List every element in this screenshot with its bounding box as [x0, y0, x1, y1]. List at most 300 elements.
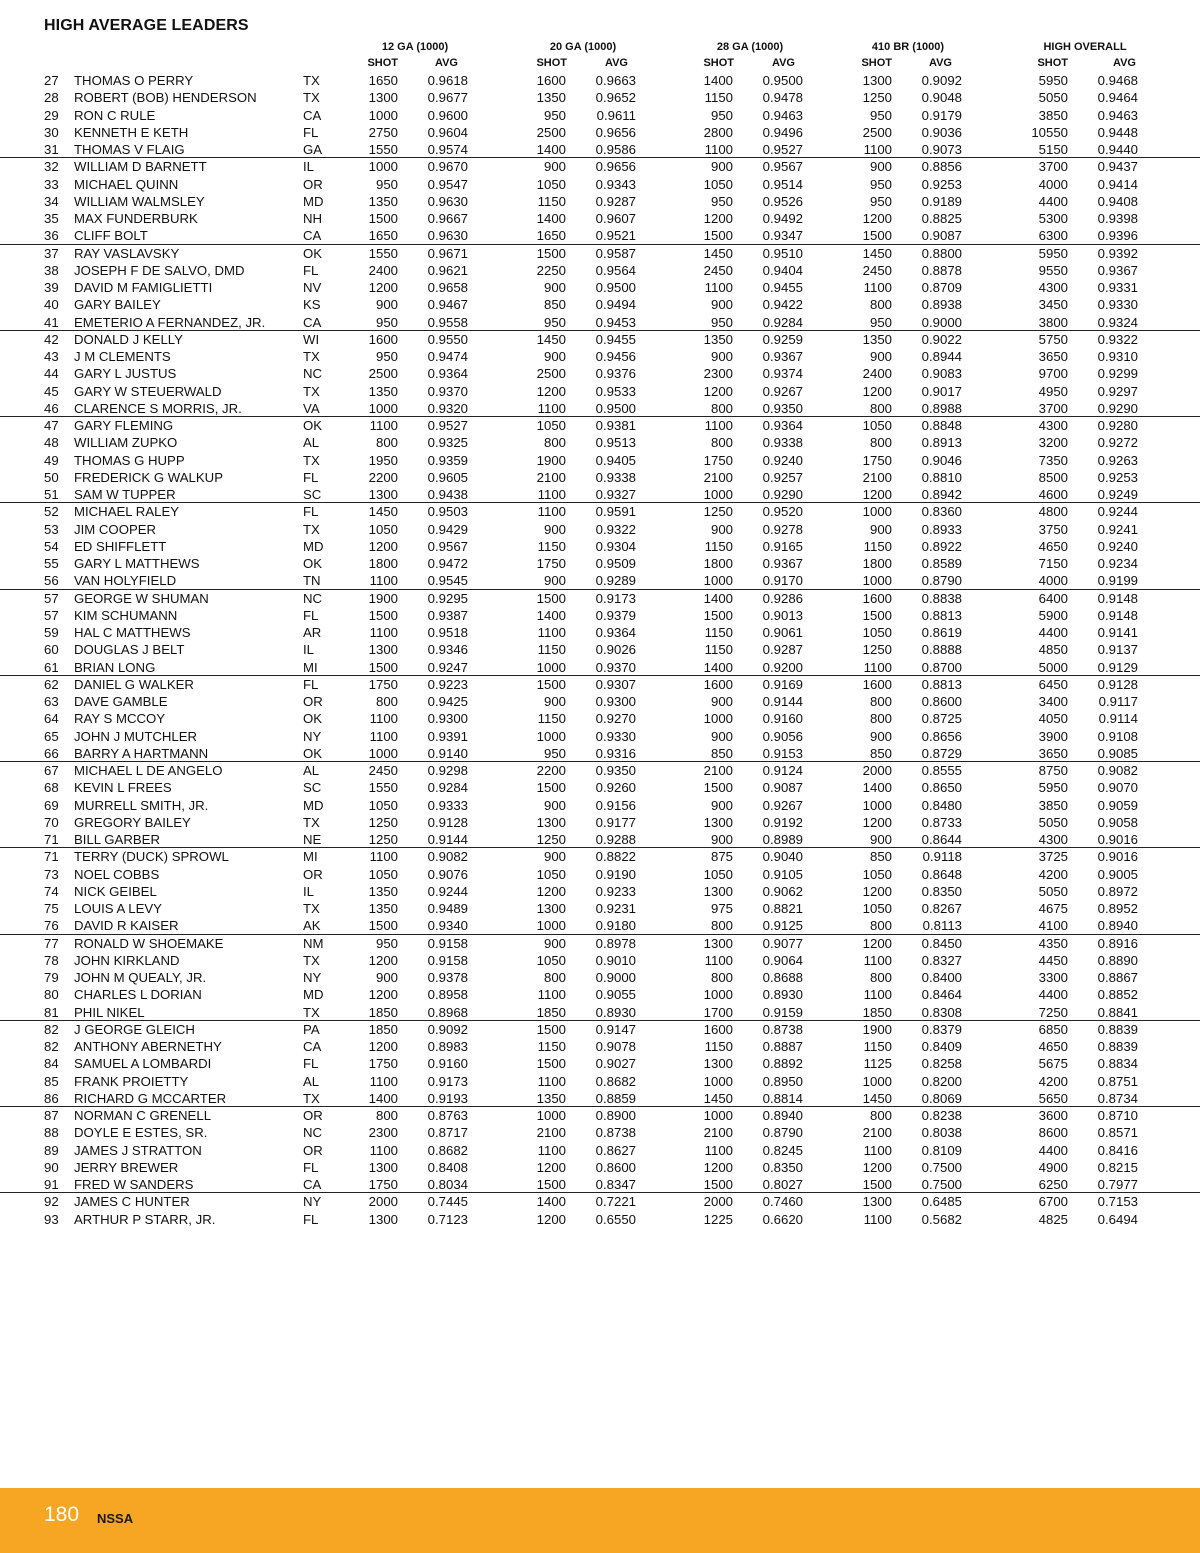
avg-28ga-cell: 0.8950 — [762, 1073, 803, 1089]
avg-28ga-cell: 0.9500 — [762, 73, 803, 88]
name-cell: J M CLEMENTS — [74, 349, 171, 364]
rank-cell: 89 — [44, 1142, 59, 1158]
shot-28ga-cell: 1000 — [703, 1073, 733, 1089]
shot-28ga-cell: 1000 — [703, 487, 733, 502]
name-cell: RICHARD G MCCARTER — [74, 1090, 227, 1106]
avg-28ga-cell: 0.9013 — [762, 607, 803, 623]
table-row — [0, 728, 1200, 745]
rank-cell: 53 — [44, 521, 59, 537]
shot-410br-cell: 1200 — [862, 814, 892, 830]
shot-12ga-cell: 1300 — [368, 642, 398, 658]
avg-12ga-cell: 0.9670 — [427, 159, 468, 175]
shot-20ga-cell: 1500 — [536, 1177, 566, 1192]
shot-12ga-cell: 1650 — [368, 73, 398, 88]
state-cell: FL — [303, 1056, 319, 1072]
shot-overall-cell: 4675 — [1038, 901, 1068, 916]
avg-410br-cell: 0.8069 — [921, 1090, 962, 1106]
avg-20ga-cell: 0.8930 — [595, 1004, 636, 1020]
shot-overall-cell: 6250 — [1038, 1177, 1068, 1192]
state-cell: MD — [303, 538, 324, 554]
avg-overall-cell: 0.9234 — [1097, 556, 1138, 571]
avg-20ga-cell: 0.9026 — [595, 642, 636, 658]
avg-410br-cell: 0.8200 — [921, 1073, 962, 1089]
state-cell: MD — [303, 797, 324, 813]
shot-28ga-cell: 850 — [710, 745, 733, 761]
rank-cell: 73 — [44, 866, 59, 882]
rank-cell: 28 — [44, 90, 59, 106]
shot-12ga-cell: 1500 — [368, 607, 398, 623]
shot-28ga-cell: 2100 — [703, 1125, 733, 1141]
rank-cell: 39 — [44, 280, 59, 295]
name-cell: DONALD J KELLY — [74, 331, 183, 347]
avg-overall-cell: 0.8839 — [1097, 1021, 1138, 1037]
avg-overall-cell: 0.7153 — [1097, 1194, 1138, 1210]
group-header-28ga: 28 GA (1000) — [716, 41, 784, 53]
shot-12ga-cell: 1750 — [368, 1177, 398, 1192]
rank-cell: 31 — [44, 142, 59, 157]
shot-28ga-cell: 1000 — [703, 573, 733, 589]
name-cell: NOEL COBBS — [74, 866, 160, 882]
shot-20ga-cell: 900 — [543, 280, 566, 295]
avg-20ga-cell: 0.9322 — [595, 521, 636, 537]
shot-overall-cell: 5050 — [1038, 883, 1068, 899]
avg-20ga-cell: 0.8738 — [595, 1125, 636, 1141]
table-row — [0, 848, 1200, 865]
avg-28ga-cell: 0.9527 — [762, 142, 803, 157]
avg-12ga-cell: 0.9378 — [427, 970, 468, 985]
shot-410br-cell: 800 — [869, 918, 892, 934]
avg-12ga-cell: 0.9429 — [427, 521, 468, 537]
table-row — [0, 900, 1200, 917]
avg-20ga-cell: 0.9190 — [595, 866, 636, 882]
avg-410br-cell: 0.8825 — [921, 211, 962, 226]
avg-28ga-cell: 0.9040 — [762, 849, 803, 865]
col-header-shot: SHOT — [703, 57, 734, 69]
state-cell: TX — [303, 383, 320, 399]
shot-20ga-cell: 1500 — [536, 676, 566, 692]
shot-20ga-cell: 1000 — [536, 1108, 566, 1123]
rank-cell: 77 — [44, 935, 59, 951]
shot-20ga-cell: 1500 — [536, 780, 566, 796]
shot-20ga-cell: 1350 — [536, 90, 566, 106]
table-row — [0, 383, 1200, 400]
shot-28ga-cell: 900 — [710, 694, 733, 709]
shot-12ga-cell: 1350 — [368, 383, 398, 399]
shot-20ga-cell: 1100 — [537, 625, 566, 640]
avg-28ga-cell: 0.9124 — [762, 763, 803, 778]
shot-410br-cell: 1000 — [862, 504, 892, 520]
shot-overall-cell: 4350 — [1038, 935, 1068, 951]
avg-overall-cell: 0.8867 — [1097, 970, 1138, 985]
avg-20ga-cell: 0.9231 — [595, 901, 636, 916]
avg-12ga-cell: 0.9467 — [427, 297, 468, 313]
shot-20ga-cell: 950 — [543, 314, 566, 330]
avg-12ga-cell: 0.9677 — [427, 90, 468, 106]
table-row — [0, 572, 1200, 589]
shot-20ga-cell: 1500 — [536, 245, 566, 261]
shot-12ga-cell: 1100 — [369, 573, 398, 589]
shot-410br-cell: 950 — [869, 176, 892, 192]
avg-overall-cell: 0.8852 — [1097, 987, 1138, 1003]
footer-bar — [0, 1488, 1200, 1553]
shot-overall-cell: 5750 — [1038, 331, 1068, 347]
shot-28ga-cell: 900 — [710, 797, 733, 813]
avg-28ga-cell: 0.6620 — [762, 1211, 803, 1227]
avg-overall-cell: 0.9141 — [1097, 625, 1138, 640]
page-title: HIGH AVERAGE LEADERS — [44, 17, 249, 34]
name-cell: MAX FUNDERBURK — [74, 211, 198, 226]
shot-12ga-cell: 1000 — [368, 159, 398, 175]
avg-12ga-cell: 0.9364 — [427, 366, 468, 382]
shot-12ga-cell: 1650 — [368, 228, 398, 244]
name-cell: WILLIAM D BARNETT — [74, 159, 207, 175]
shot-12ga-cell: 1200 — [368, 538, 398, 554]
shot-12ga-cell: 2500 — [368, 366, 398, 382]
name-cell: MICHAEL QUINN — [74, 176, 179, 192]
avg-20ga-cell: 0.8627 — [595, 1142, 636, 1158]
avg-overall-cell: 0.9016 — [1097, 849, 1138, 865]
avg-overall-cell: 0.8710 — [1097, 1108, 1138, 1123]
state-cell: MI — [303, 849, 318, 865]
avg-410br-cell: 0.8848 — [921, 418, 962, 433]
shot-12ga-cell: 1250 — [368, 832, 398, 847]
shot-28ga-cell: 1450 — [703, 245, 733, 261]
avg-28ga-cell: 0.9347 — [762, 228, 803, 244]
name-cell: GARY L MATTHEWS — [74, 556, 200, 571]
avg-overall-cell: 0.9114 — [1098, 711, 1138, 727]
shot-12ga-cell: 1200 — [368, 987, 398, 1003]
shot-12ga-cell: 1250 — [368, 814, 398, 830]
avg-410br-cell: 0.8813 — [921, 607, 962, 623]
state-cell: TX — [303, 901, 320, 916]
avg-410br-cell: 0.9000 — [921, 314, 962, 330]
col-header-avg: AVG — [604, 57, 628, 69]
col-header-shot: SHOT — [367, 57, 398, 69]
avg-20ga-cell: 0.9343 — [595, 176, 636, 192]
shot-28ga-cell: 1600 — [703, 1021, 733, 1037]
shot-overall-cell: 4650 — [1038, 538, 1068, 554]
table-row — [0, 72, 1200, 89]
shot-28ga-cell: 1400 — [703, 73, 733, 88]
avg-20ga-cell: 0.9307 — [595, 676, 636, 692]
shot-20ga-cell: 900 — [543, 797, 566, 813]
name-cell: GARY BAILEY — [74, 297, 161, 313]
shot-410br-cell: 1050 — [862, 866, 892, 882]
avg-410br-cell: 0.8800 — [921, 245, 962, 261]
shot-28ga-cell: 1150 — [704, 642, 733, 658]
state-cell: IL — [303, 642, 314, 658]
shot-28ga-cell: 2450 — [703, 262, 733, 278]
shot-410br-cell: 1200 — [862, 487, 892, 502]
name-cell: JAMES C HUNTER — [74, 1194, 190, 1210]
table-row — [0, 917, 1200, 934]
state-cell: TX — [303, 73, 320, 88]
shot-overall-cell: 8750 — [1038, 763, 1068, 778]
shot-overall-cell: 5050 — [1038, 814, 1068, 830]
shot-20ga-cell: 1150 — [537, 193, 566, 209]
avg-overall-cell: 0.8751 — [1097, 1073, 1138, 1089]
state-cell: NC — [303, 1125, 323, 1141]
avg-28ga-cell: 0.9286 — [762, 590, 803, 606]
shot-overall-cell: 5900 — [1038, 607, 1068, 623]
shot-20ga-cell: 1300 — [536, 901, 566, 916]
avg-12ga-cell: 0.9340 — [427, 918, 468, 934]
shot-20ga-cell: 1150 — [537, 642, 566, 658]
shot-20ga-cell: 1300 — [536, 814, 566, 830]
table-row — [0, 1142, 1200, 1159]
avg-410br-cell: 0.8555 — [921, 763, 962, 778]
state-cell: FL — [303, 262, 319, 278]
shot-overall-cell: 3450 — [1038, 297, 1068, 313]
shot-overall-cell: 6300 — [1038, 228, 1068, 244]
shot-410br-cell: 1200 — [862, 1159, 892, 1175]
avg-410br-cell: 0.8379 — [921, 1021, 962, 1037]
avg-28ga-cell: 0.8892 — [762, 1056, 803, 1072]
state-cell: VA — [303, 400, 320, 416]
name-cell: FRANK PROIETTY — [74, 1073, 189, 1089]
name-cell: CLARENCE S MORRIS, JR. — [74, 400, 242, 416]
avg-20ga-cell: 0.9456 — [595, 349, 636, 364]
avg-20ga-cell: 0.9177 — [595, 814, 636, 830]
shot-12ga-cell: 900 — [375, 970, 398, 985]
avg-28ga-cell: 0.9064 — [762, 952, 803, 968]
avg-20ga-cell: 0.9533 — [595, 383, 636, 399]
name-cell: MURRELL SMITH, JR. — [74, 797, 209, 813]
shot-12ga-cell: 1100 — [369, 711, 398, 727]
avg-410br-cell: 0.7500 — [921, 1159, 962, 1175]
avg-410br-cell: 0.8589 — [921, 556, 962, 571]
state-cell: NY — [303, 970, 322, 985]
col-header-shot: SHOT — [1037, 57, 1068, 69]
rank-cell: 42 — [44, 331, 59, 347]
avg-28ga-cell: 0.9367 — [762, 556, 803, 571]
shot-410br-cell: 2100 — [862, 1125, 892, 1141]
shot-28ga-cell: 1500 — [703, 607, 733, 623]
shot-410br-cell: 800 — [869, 297, 892, 313]
avg-20ga-cell: 0.8600 — [595, 1159, 636, 1175]
rank-cell: 71 — [44, 849, 59, 865]
state-cell: NH — [303, 211, 323, 226]
avg-20ga-cell: 0.9287 — [595, 193, 636, 209]
shot-12ga-cell: 1450 — [368, 504, 398, 520]
shot-28ga-cell: 1500 — [703, 1177, 733, 1192]
shot-overall-cell: 3900 — [1038, 728, 1068, 744]
avg-20ga-cell: 0.9330 — [595, 728, 636, 744]
avg-12ga-cell: 0.9621 — [427, 262, 468, 278]
avg-12ga-cell: 0.9630 — [427, 228, 468, 244]
shot-410br-cell: 800 — [869, 435, 892, 451]
shot-12ga-cell: 1100 — [369, 728, 398, 744]
avg-28ga-cell: 0.9077 — [762, 935, 803, 951]
state-cell: FL — [303, 1159, 319, 1175]
shot-28ga-cell: 900 — [710, 349, 733, 364]
avg-20ga-cell: 0.8978 — [595, 935, 636, 951]
avg-overall-cell: 0.8890 — [1097, 952, 1138, 968]
avg-410br-cell: 0.8409 — [921, 1039, 962, 1054]
avg-overall-cell: 0.9240 — [1097, 538, 1138, 554]
avg-410br-cell: 0.8600 — [921, 694, 962, 709]
avg-28ga-cell: 0.8989 — [762, 832, 803, 847]
shot-overall-cell: 5950 — [1038, 780, 1068, 796]
shot-overall-cell: 4200 — [1038, 866, 1068, 882]
shot-12ga-cell: 2750 — [368, 124, 398, 140]
table-row — [0, 417, 1200, 434]
avg-12ga-cell: 0.9247 — [427, 659, 468, 675]
avg-410br-cell: 0.8813 — [921, 676, 962, 692]
state-cell: NC — [303, 590, 323, 606]
rank-cell: 55 — [44, 556, 59, 571]
rank-cell: 36 — [44, 228, 59, 244]
rank-cell: 84 — [44, 1056, 59, 1072]
avg-12ga-cell: 0.8968 — [427, 1004, 468, 1020]
shot-28ga-cell: 1300 — [703, 814, 733, 830]
shot-410br-cell: 1000 — [862, 797, 892, 813]
name-cell: WILLIAM ZUPKO — [74, 435, 178, 451]
shot-28ga-cell: 1150 — [704, 538, 733, 554]
avg-20ga-cell: 0.8859 — [595, 1090, 636, 1106]
table-row — [0, 1004, 1200, 1021]
rank-cell: 90 — [44, 1159, 59, 1175]
shot-overall-cell: 3200 — [1038, 435, 1068, 451]
shot-20ga-cell: 900 — [543, 573, 566, 589]
shot-12ga-cell: 1900 — [368, 590, 398, 606]
table-row — [0, 176, 1200, 193]
table-row — [0, 814, 1200, 831]
shot-410br-cell: 1100 — [863, 142, 892, 157]
state-cell: CA — [303, 1177, 322, 1192]
avg-20ga-cell: 0.9656 — [595, 159, 636, 175]
shot-28ga-cell: 1300 — [703, 1056, 733, 1072]
avg-28ga-cell: 0.9287 — [762, 642, 803, 658]
shot-20ga-cell: 1200 — [536, 383, 566, 399]
shot-20ga-cell: 800 — [543, 435, 566, 451]
shot-28ga-cell: 800 — [710, 918, 733, 934]
rank-cell: 45 — [44, 383, 59, 399]
shot-12ga-cell: 1000 — [368, 745, 398, 761]
table-row — [0, 590, 1200, 607]
avg-overall-cell: 0.8839 — [1097, 1039, 1138, 1054]
avg-12ga-cell: 0.9158 — [427, 952, 468, 968]
shot-28ga-cell: 1150 — [704, 625, 733, 640]
avg-12ga-cell: 0.7123 — [427, 1211, 468, 1227]
table-row — [0, 279, 1200, 296]
name-cell: THOMAS G HUPP — [74, 452, 185, 468]
rank-cell: 37 — [44, 245, 59, 261]
shot-overall-cell: 4450 — [1038, 952, 1068, 968]
shot-410br-cell: 900 — [869, 728, 892, 744]
avg-overall-cell: 0.9408 — [1097, 193, 1138, 209]
table-row — [0, 1159, 1200, 1176]
avg-28ga-cell: 0.9422 — [762, 297, 803, 313]
avg-20ga-cell: 0.8682 — [595, 1073, 636, 1089]
shot-overall-cell: 5675 — [1038, 1056, 1068, 1072]
shot-28ga-cell: 1000 — [703, 1108, 733, 1123]
shot-overall-cell: 3800 — [1038, 314, 1068, 330]
shot-overall-cell: 5150 — [1038, 142, 1068, 157]
avg-overall-cell: 0.8834 — [1097, 1056, 1138, 1072]
avg-12ga-cell: 0.9173 — [427, 1073, 468, 1089]
state-cell: OR — [303, 694, 323, 709]
shot-20ga-cell: 1400 — [536, 142, 566, 157]
shot-12ga-cell: 1500 — [368, 659, 398, 675]
shot-20ga-cell: 2200 — [536, 763, 566, 778]
shot-410br-cell: 900 — [869, 832, 892, 847]
shot-410br-cell: 1050 — [862, 418, 892, 433]
avg-12ga-cell: 0.9284 — [427, 780, 468, 796]
shot-overall-cell: 7250 — [1038, 1004, 1068, 1020]
avg-20ga-cell: 0.9055 — [595, 987, 636, 1003]
table-row — [0, 469, 1200, 486]
avg-12ga-cell: 0.9320 — [427, 400, 468, 416]
table-row — [0, 1211, 1200, 1228]
table-row — [0, 1021, 1200, 1038]
shot-28ga-cell: 1100 — [704, 418, 733, 433]
shot-12ga-cell: 1050 — [368, 521, 398, 537]
shot-overall-cell: 4950 — [1038, 383, 1068, 399]
shot-20ga-cell: 2500 — [536, 124, 566, 140]
avg-20ga-cell: 0.7221 — [595, 1194, 636, 1210]
shot-410br-cell: 1200 — [862, 211, 892, 226]
shot-12ga-cell: 1850 — [368, 1021, 398, 1037]
shot-20ga-cell: 900 — [543, 935, 566, 951]
shot-12ga-cell: 2300 — [368, 1125, 398, 1141]
shot-410br-cell: 800 — [869, 711, 892, 727]
name-cell: RAY S MCCOY — [74, 711, 166, 727]
shot-20ga-cell: 1000 — [536, 728, 566, 744]
avg-12ga-cell: 0.9082 — [427, 849, 468, 865]
name-cell: BILL GARBER — [74, 832, 160, 847]
shot-28ga-cell: 1050 — [703, 866, 733, 882]
shot-410br-cell: 1300 — [862, 1194, 892, 1210]
avg-12ga-cell: 0.9223 — [427, 676, 468, 692]
avg-28ga-cell: 0.9364 — [762, 418, 803, 433]
shot-20ga-cell: 1100 — [537, 504, 566, 520]
shot-20ga-cell: 1100 — [537, 400, 566, 416]
name-cell: CHARLES L DORIAN — [74, 987, 202, 1003]
avg-overall-cell: 0.9468 — [1097, 73, 1138, 88]
avg-20ga-cell: 0.9010 — [595, 952, 636, 968]
shot-410br-cell: 850 — [869, 745, 892, 761]
shot-28ga-cell: 1050 — [703, 176, 733, 192]
avg-28ga-cell: 0.9350 — [762, 400, 803, 416]
avg-28ga-cell: 0.9062 — [762, 883, 803, 899]
avg-12ga-cell: 0.9604 — [427, 124, 468, 140]
avg-28ga-cell: 0.8027 — [762, 1177, 803, 1192]
rank-cell: 51 — [44, 487, 59, 502]
shot-12ga-cell: 1300 — [368, 1159, 398, 1175]
avg-28ga-cell: 0.8245 — [762, 1142, 803, 1158]
shot-28ga-cell: 1300 — [703, 935, 733, 951]
avg-28ga-cell: 0.9510 — [762, 245, 803, 261]
table-row — [0, 986, 1200, 1003]
shot-20ga-cell: 2100 — [536, 1125, 566, 1141]
rank-cell: 41 — [44, 314, 59, 330]
table-row — [0, 952, 1200, 969]
avg-28ga-cell: 0.8790 — [762, 1125, 803, 1141]
shot-20ga-cell: 1500 — [536, 1056, 566, 1072]
avg-20ga-cell: 0.9587 — [595, 245, 636, 261]
shot-overall-cell: 4050 — [1038, 711, 1068, 727]
rank-cell: 75 — [44, 901, 59, 916]
avg-12ga-cell: 0.9295 — [427, 590, 468, 606]
avg-overall-cell: 0.9440 — [1097, 142, 1138, 157]
avg-12ga-cell: 0.8717 — [427, 1125, 468, 1141]
avg-28ga-cell: 0.9267 — [762, 797, 803, 813]
table-row — [0, 624, 1200, 641]
table-row — [0, 124, 1200, 141]
avg-20ga-cell: 0.9500 — [595, 400, 636, 416]
table-row — [0, 1090, 1200, 1107]
